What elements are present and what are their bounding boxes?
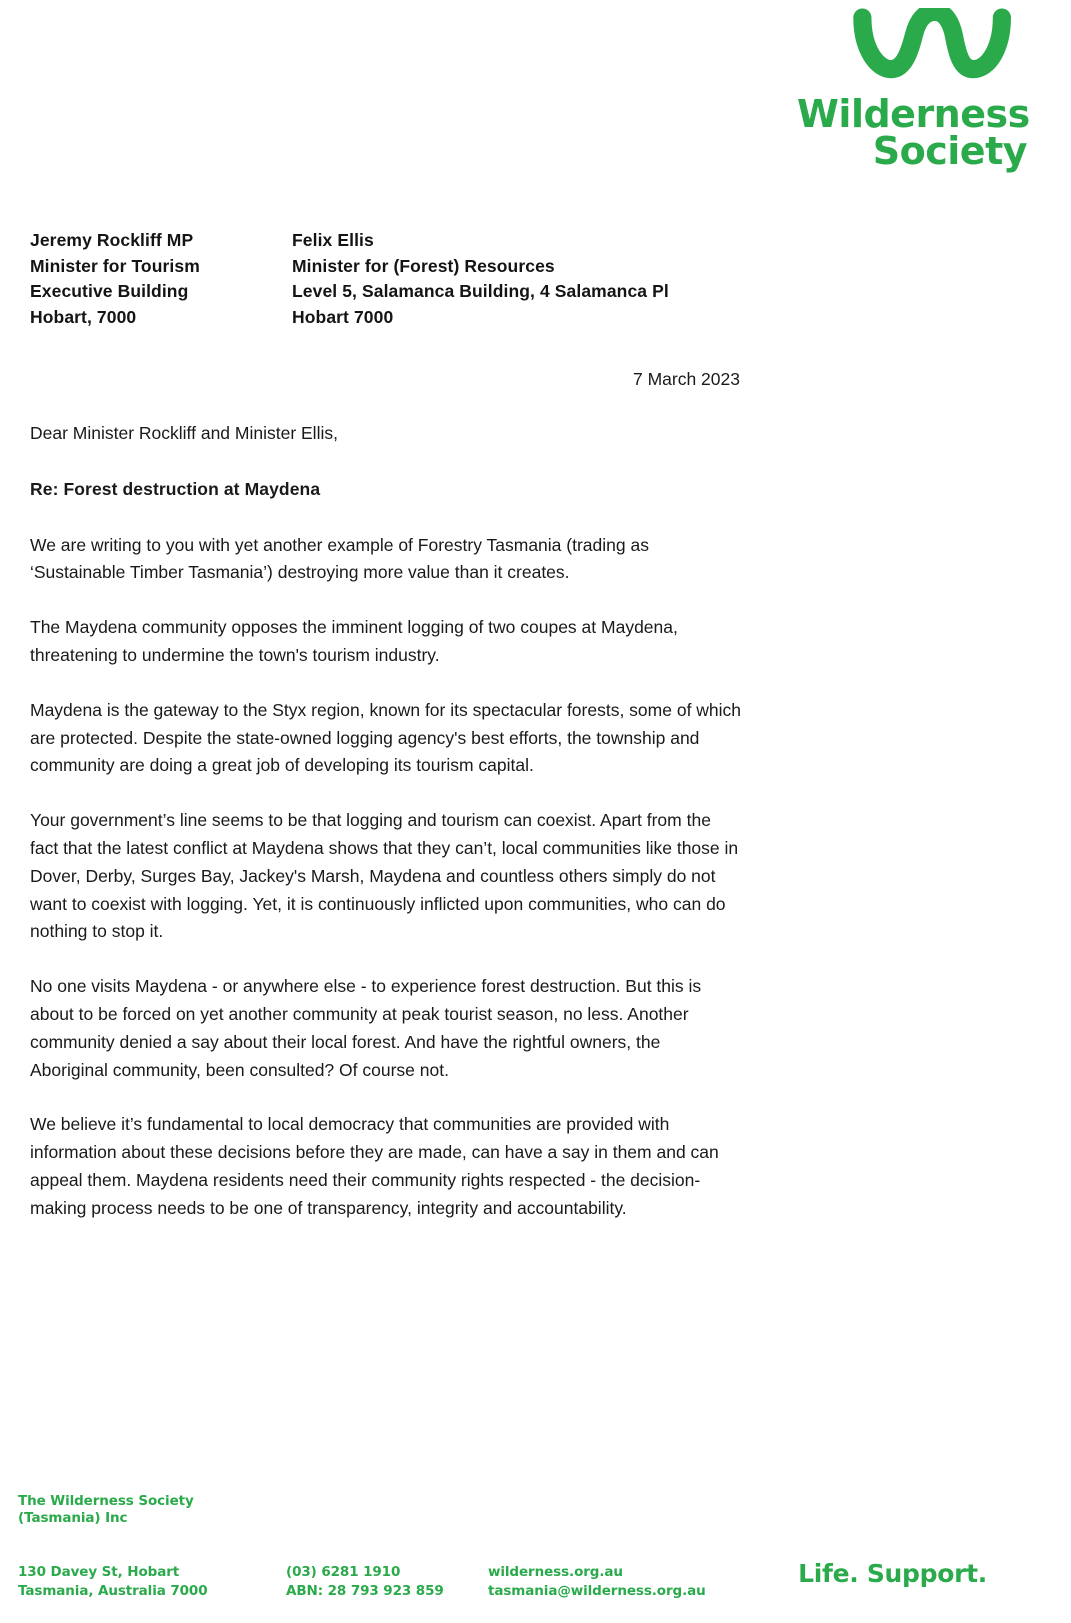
body-paragraph: Maydena is the gateway to the Styx region, known for its spectacular forests, some of which are protected. Despite the state-owned logging agency's best efforts, the township and community are doing a great job of developing its tourism capital. bbox=[30, 699, 742, 776]
footer-abn: ABN: 28 793 923 859 bbox=[286, 1583, 444, 1599]
footer-online bbox=[488, 1563, 798, 1601]
footer-details-row bbox=[18, 1559, 1053, 1601]
recipient-1-address-line1: Executive Building bbox=[30, 281, 189, 301]
footer-org-line1: The Wilderness Society bbox=[18, 1493, 194, 1509]
footer-org-line2: (Tasmania) Inc bbox=[18, 1510, 128, 1526]
recipient-block bbox=[30, 228, 790, 330]
logo-wordmark-line2: Society bbox=[872, 129, 1027, 174]
footer-address-line2: Tasmania, Australia 7000 bbox=[18, 1583, 208, 1599]
logo-wordmark-line1: Wilderness bbox=[797, 92, 1030, 136]
footer-contact bbox=[286, 1563, 488, 1601]
body-paragraph: We are writing to you with yet another example of Forestry Tasmania (trading as ‘Sustainable Timber Tasmania’) destroying more value than it creates. bbox=[30, 534, 649, 583]
letter-date: 7 March 2023 bbox=[632, 369, 740, 389]
recipient-1 bbox=[30, 228, 292, 330]
recipient-2 bbox=[292, 228, 669, 330]
page-footer bbox=[18, 1493, 1053, 1601]
logo-wordmark bbox=[797, 92, 1030, 174]
subject-line: Re: Forest destruction at Maydena bbox=[30, 478, 321, 499]
footer-organisation bbox=[18, 1493, 1053, 1527]
footer-tagline: Life. Support. bbox=[798, 1559, 987, 1588]
footer-address bbox=[18, 1563, 286, 1601]
letterhead bbox=[797, 8, 1030, 174]
footer-phone[interactable]: (03) 6281 1910 bbox=[286, 1564, 401, 1580]
salutation: Dear Minister Rockliff and Minister Ellis, bbox=[30, 423, 338, 443]
body-paragraph: The Maydena community opposes the imminent logging of two coupes at Maydena, threatening to undermine the town's tourism industry. bbox=[30, 617, 678, 665]
recipient-2-address-line1: Level 5, Salamanca Building, 4 Salamanca Pl bbox=[292, 281, 669, 301]
recipient-2-address-line2: Hobart 7000 bbox=[292, 306, 394, 327]
recipient-2-name: Felix Ellis bbox=[292, 230, 374, 250]
body-paragraph: No one visits Maydena - or anywhere else - to experience forest destruction. But this is about to be forced on yet another community at peak tourist season, no less. Another community denied a say about their local forest. And have the rightful owners, the Aboriginal community, been consulted? Of course not. bbox=[30, 976, 702, 1080]
footer-website-link[interactable]: wilderness.org.au bbox=[488, 1564, 623, 1580]
footer-address-line1: 130 Davey St, Hobart bbox=[18, 1564, 180, 1580]
recipient-2-title: Minister for (Forest) Resources bbox=[292, 255, 555, 276]
recipient-1-title: Minister for Tourism bbox=[30, 255, 200, 276]
letter-body bbox=[30, 420, 742, 1223]
recipient-1-address-line2: Hobart, 7000 bbox=[30, 306, 137, 327]
body-paragraph: We believe it’s fundamental to local democracy that communities are provided with information about these decisions before they are made, can have a say in them and can appeal them. Maydena residents need their community rights respected - the decision-making process needs to be one of transparency, integrity and accountability. bbox=[30, 1114, 719, 1218]
recipient-1-name: Jeremy Rockliff MP bbox=[30, 230, 194, 250]
footer-email-link[interactable]: tasmania@wilderness.org.au bbox=[488, 1583, 706, 1599]
body-paragraph: Your government’s line seems to be that logging and tourism can coexist. Apart from the fact that the latest conflict at Maydena shows that they can’t, local communities like those in Dover, Derby, Surges Bay, Jackey's Marsh, Maydena and countless others simply do not want to coexist with logging. Yet, it is continuously inflicted upon communities, who can do nothing to stop it. bbox=[30, 810, 739, 942]
wilderness-society-squiggle-logo-icon bbox=[849, 8, 1021, 94]
